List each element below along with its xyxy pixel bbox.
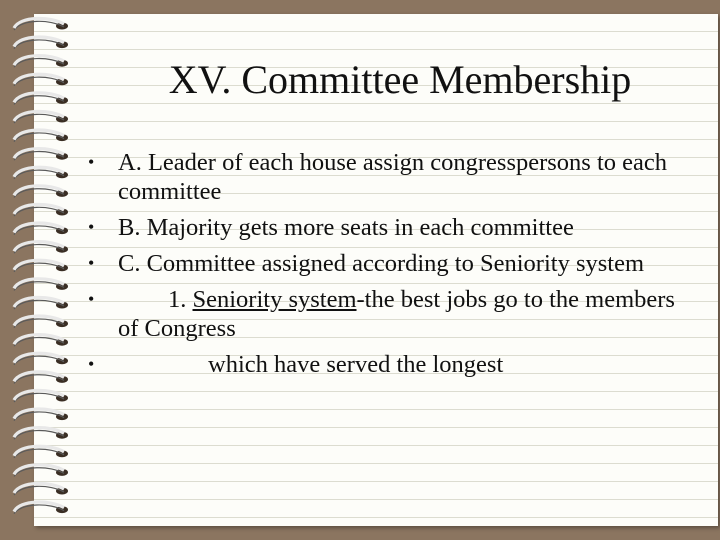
spiral-ring-icon — [14, 409, 68, 421]
seniority-term: Seniority system — [192, 286, 357, 313]
spiral-ring-icon — [14, 483, 68, 495]
bullet-dot-icon: • — [88, 354, 95, 374]
spiral-ring-icon — [14, 130, 68, 142]
spiral-ring-icon — [14, 428, 68, 440]
spiral-ring-icon — [14, 297, 68, 309]
bullet-text: C. Committee assigned according to Seniority system — [118, 250, 644, 277]
bullet-item-c1 — [88, 285, 698, 343]
spiral-ring-icon — [14, 223, 68, 235]
bullet-item-c — [88, 249, 698, 278]
spiral-ring-icon — [14, 242, 68, 254]
spiral-ring-icon — [14, 186, 68, 198]
spiral-ring-icon — [14, 149, 68, 161]
bullet-dot-icon: • — [88, 289, 95, 309]
bullet-item-b — [88, 213, 698, 242]
bullet-prefix: 1. — [168, 286, 193, 313]
bullet-dot-icon: • — [88, 152, 95, 172]
spiral-ring-icon — [14, 74, 68, 86]
spiral-ring-icon — [14, 93, 68, 105]
bullet-text: -the best jobs go to the members of Congress — [118, 286, 675, 342]
spiral-binding-icon — [0, 0, 90, 540]
spiral-ring-icon — [14, 279, 68, 291]
spiral-ring-icon — [14, 167, 68, 179]
spiral-ring-icon — [14, 18, 68, 30]
spiral-ring-icon — [14, 502, 68, 514]
bullet-text: which have served the longest — [208, 351, 504, 378]
spiral-ring-icon — [14, 111, 68, 123]
bullet-text: B. Majority gets more seats in each committee — [118, 214, 574, 241]
spiral-ring-icon — [14, 446, 68, 458]
spiral-ring-icon — [14, 390, 68, 402]
bullet-dot-icon: • — [88, 253, 95, 273]
bullet-list — [88, 148, 698, 386]
bullet-dot-icon: • — [88, 217, 95, 237]
spiral-ring-icon — [14, 353, 68, 365]
slide-title: XV. Committee Membership — [168, 57, 632, 102]
spiral-ring-icon — [14, 37, 68, 49]
spiral-ring-icon — [14, 372, 68, 384]
spiral-ring-icon — [14, 260, 68, 272]
bullet-text: A. Leader of each house assign congresspersons to each committee — [118, 149, 668, 205]
spiral-ring-icon — [14, 204, 68, 216]
spiral-ring-icon — [14, 335, 68, 347]
spiral-ring-icon — [14, 465, 68, 477]
bullet-item-c1-cont — [88, 350, 698, 379]
spiral-ring-icon — [14, 316, 68, 328]
bullet-item-a — [88, 148, 698, 206]
spiral-ring-icon — [14, 56, 68, 68]
